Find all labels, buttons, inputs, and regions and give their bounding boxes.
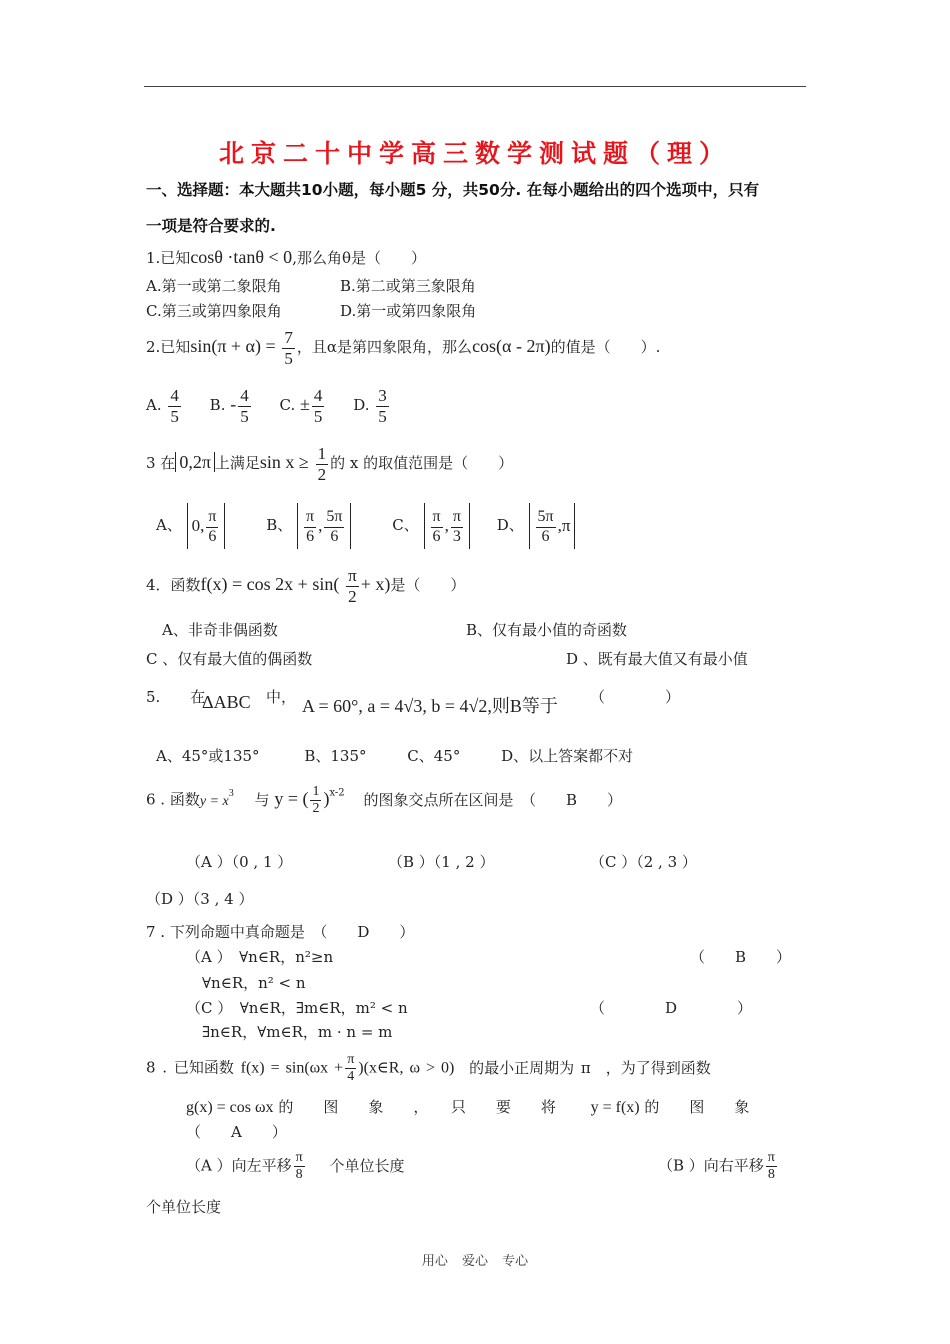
q1-option-c: C.第三或第四象限角 <box>146 302 282 320</box>
page-footer: 用心 爱心 专心 <box>421 1254 529 1269</box>
q5-option-a: A、45°或135° <box>156 747 260 765</box>
question-3: 3 在 0,2π 上满足sin x ≥ $\frac{1}{2}$ 的 x 的取值范围是（ ） <box>146 444 514 484</box>
question-2: 2.已知sin(π + α) = $\frac{7}{5}$ ，且α是第四象限角，那么cos(α - 2π)的值是（ ）. <box>146 328 661 368</box>
q3-options: A、 0, $\frac{\pi}{6}$ B、 $\frac{\pi}{6}$ , $\frac{5\pi}{6}$ C、 $\frac{\pi}{6}$ , $\frac{\pi}{3}$ D、 $\frac{5\pi}{6}$ ,π <box>156 503 575 549</box>
q5-option-d: D、以上答案都不对 <box>501 747 634 765</box>
q7-option-b-line: ∀n∈R，n² < n <box>202 974 306 992</box>
q2-option-c: C. <box>279 396 296 415</box>
q3-option-b: B、 <box>266 516 293 534</box>
q6-option-b: （B ）（1 , 2 ） <box>388 853 495 871</box>
section-heading-line2: 一项是符合要求的. <box>146 217 276 235</box>
q2-option-b: B. <box>209 396 226 415</box>
q2-option-d: D. <box>353 396 370 415</box>
question-1: 1.已知cosθ ·tanθ < 0,那么角θ是（ ） <box>146 247 426 267</box>
q5-condition: A = 60°, a = 4√3, b = 4√2,则B等于 <box>302 696 558 716</box>
q8-line2: g(x) = cos ωx 的 图 象 ， 只 要 将 y = f(x) 的 图 象 <box>186 1098 750 1116</box>
q5-option-c: C、45° <box>407 747 461 765</box>
question-4: 4．函数f(x) = cos 2x + sin( $\frac{\pi}{2}$ + x)是（ ） <box>146 566 466 606</box>
q3-option-d: D、 <box>496 516 524 534</box>
question-5: 5. 在 <box>146 688 206 706</box>
page-title: 北京二十中学高三数学测试题（理） <box>218 139 731 168</box>
q8-option-b-tail: 个单位长度 <box>146 1198 222 1216</box>
q4-option-c: C 、仅有最大值的偶函数 <box>146 650 313 668</box>
q6-option-a: （A ）（0 , 1 ） <box>186 853 293 871</box>
q7-answer-b: （ B ） <box>690 948 792 966</box>
q8-answer: （ A ） <box>186 1123 287 1141</box>
q4-option-b: B、仅有最小值的奇函数 <box>466 621 628 639</box>
q1-option-a: A.第一或第二象限角 <box>146 277 282 295</box>
q8-option-a: （A ）向左平移 $\frac{\pi}{8}$ 个单位长度 <box>186 1150 405 1183</box>
q3-option-a: A、 <box>156 516 182 534</box>
q5-option-b: B、135° <box>304 747 367 765</box>
q6-option-d: （D ）（3 , 4 ） <box>146 890 254 908</box>
q5-mid: 中， <box>266 688 297 706</box>
q1-option-b: B.第二或第三象限角 <box>340 277 476 295</box>
q2-option-a: A. <box>146 396 162 415</box>
header-rule <box>144 86 806 87</box>
q5-triangle: ΔABC <box>202 692 251 712</box>
section-heading-line1: 一、选择题：本大题共10小题，每小题5 分，共50分. 在每小题给出的四个选项中，只有 <box>146 181 760 199</box>
q1-option-d: D.第一或第四象限角 <box>340 302 477 320</box>
q3-option-c: C、 <box>392 516 419 534</box>
q5-answer-paren: （ ） <box>590 688 681 706</box>
q5-options <box>156 745 633 766</box>
q4-option-d: D 、既有最大值又有最小值 <box>566 650 748 668</box>
q2-options: A. $\frac{4}{5}$ B. - $\frac{4}{5}$ C. ± $\frac{4}{5}$ D. $\frac{3}{5}$ <box>146 386 387 426</box>
question-6: 6 . 函数$y = x^3$ 与 y = ( $\frac{1}{2}$ )$^{x-2}$ 的图象交点所在区间是 （ B ） <box>146 784 622 817</box>
q7-option-a: （A ） ∀n∈R，n²≥n <box>186 948 334 966</box>
q8-option-b: （B ）向右平移 $\frac{\pi}{8}$ <box>658 1150 775 1183</box>
question-8: 8 . 已知函数 f(x) = sin(ωx + $\frac{\pi}{4}$ )(x∈R, ω > 0) 的最小正周期为 π ，为了得到函数 <box>146 1052 711 1085</box>
q4-option-a: A、非奇非偶函数 <box>162 621 278 639</box>
question-7: 7 . 下列命题中真命题是 （ D ） <box>146 923 415 941</box>
q7-option-d-line: ∃n∈R，∀m∈R，m · n = m <box>202 1023 393 1041</box>
q7-option-c: （C ） ∀n∈R，∃m∈R，m² < n <box>186 999 408 1017</box>
q7-answer-d: （ D ） <box>590 999 753 1017</box>
q6-option-c: （C ）（2 , 3 ） <box>590 853 697 871</box>
